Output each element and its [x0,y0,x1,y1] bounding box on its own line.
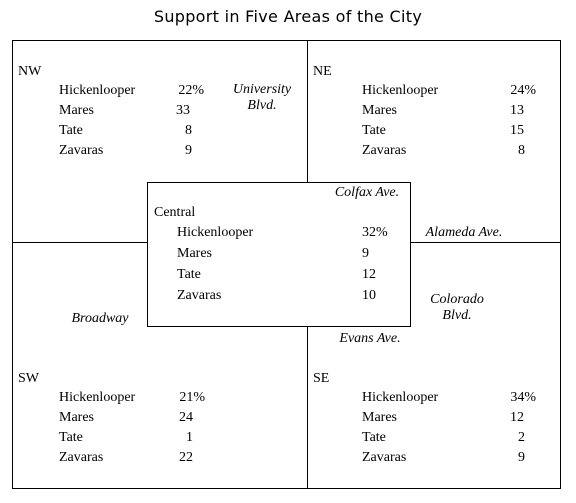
nw-value-4: 9 [185,143,192,158]
central-candidate-3: Tate [177,267,201,282]
area-name-sw: SW [18,371,39,386]
nw-candidate-4: Zavaras [59,143,104,158]
street-label-evans-text: Evans Ave. [339,331,401,346]
nw-value-1: 22% [178,83,204,98]
nw-value-2: 33 [176,103,190,118]
se-value-2: 12 [510,410,524,425]
ne-candidate-2: Mares [362,103,397,118]
area-name-ne: NE [313,64,332,79]
central-value-4: 10 [362,288,376,303]
se-candidate-3: Tate [362,430,386,445]
se-value-4: 9 [518,450,525,465]
central-value-1: 32% [362,225,388,240]
street-label-university-line1: University [232,82,292,97]
se-value-1: 34% [510,390,536,405]
nw-candidate-2: Mares [59,103,94,118]
sw-candidate-3: Tate [59,430,83,445]
sw-value-1: 21% [179,390,205,405]
sw-candidate-4: Zavaras [59,450,104,465]
area-name-nw: NW [18,64,42,79]
central-value-2: 9 [362,246,369,261]
ne-value-3: 15 [510,123,524,138]
street-label-broadway-text: Broadway [71,311,129,326]
central-candidate-4: Zavaras [177,288,222,303]
street-label-alameda [414,225,514,241]
street-label-colorado [418,292,496,324]
se-value-3: 2 [518,430,525,445]
se-candidate-1: Hickenlooper [362,390,439,405]
street-label-colfax [326,185,408,201]
central-candidate-1: Hickenlooper [177,225,254,240]
street-label-colorado-line1: Colorado [430,292,484,307]
central-candidate-2: Mares [177,246,212,261]
ne-value-2: 13 [510,103,524,118]
street-label-colfax-text: Colfax Ave. [334,185,400,200]
ne-value-4: 8 [518,143,525,158]
street-label-university [224,82,300,114]
ne-candidate-4: Zavaras [362,143,407,158]
area-name-central: Central [154,205,196,220]
se-candidate-2: Mares [362,410,397,425]
ne-candidate-3: Tate [362,123,386,138]
ne-candidate-1: Hickenlooper [362,83,439,98]
street-label-alameda-text: Alameda Ave. [425,225,503,240]
sw-value-4: 22 [179,450,193,465]
area-name-se: SE [313,371,330,386]
sw-value-3: 1 [186,430,193,445]
nw-candidate-3: Tate [59,123,83,138]
page-title: Support in Five Areas of the City [153,7,423,26]
ne-value-1: 24% [510,83,536,98]
nw-candidate-1: Hickenlooper [59,83,136,98]
street-label-broadway [60,311,140,327]
street-label-university-line2: Blvd. [247,98,277,113]
sw-candidate-2: Mares [59,410,94,425]
central-value-3: 12 [362,267,376,282]
nw-value-3: 8 [185,123,192,138]
street-label-colorado-line2: Blvd. [442,308,472,323]
se-candidate-4: Zavaras [362,450,407,465]
sw-value-2: 24 [179,410,193,425]
sw-candidate-1: Hickenlooper [59,390,136,405]
street-label-evans [329,331,411,347]
